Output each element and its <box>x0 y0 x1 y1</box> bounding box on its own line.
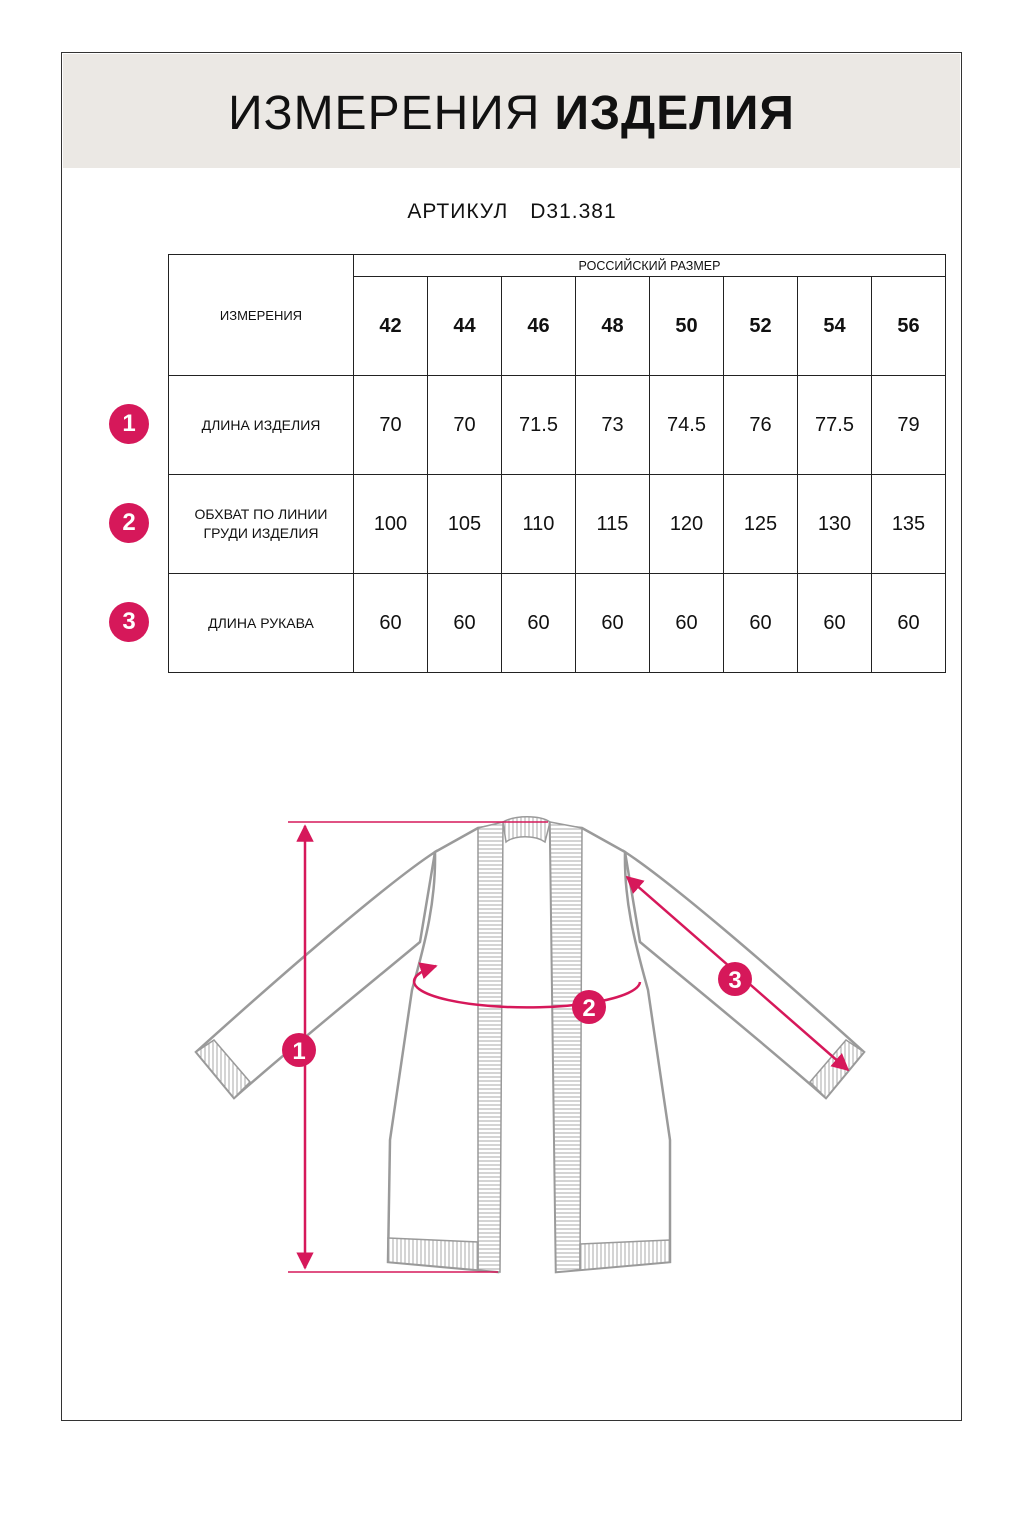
table-cell: 60 <box>576 574 650 673</box>
table-cell: 120 <box>650 475 724 574</box>
marker-3-label: 3 <box>728 967 742 994</box>
size-cell: 46 <box>502 277 576 376</box>
table-row <box>169 475 946 574</box>
table-header-row <box>169 255 946 277</box>
size-table <box>168 254 946 673</box>
size-cell: 42 <box>354 277 428 376</box>
row-label: ОБХВАТ ПО ЛИНИИ ГРУДИ ИЗДЕЛИЯ <box>169 475 354 574</box>
table-cell: 60 <box>872 574 946 673</box>
table-row <box>169 574 946 673</box>
size-cell: 52 <box>724 277 798 376</box>
table-cell: 71.5 <box>502 376 576 475</box>
russian-size-header: РОССИЙСКИЙ РАЗМЕР <box>354 255 946 277</box>
article-line <box>0 200 1024 224</box>
table-cell: 125 <box>724 475 798 574</box>
table-cell: 135 <box>872 475 946 574</box>
table-cell: 79 <box>872 376 946 475</box>
diagram-marker-1 <box>282 1033 316 1067</box>
marker-2-label: 2 <box>582 995 596 1022</box>
table-cell: 60 <box>502 574 576 673</box>
row-3-number-badge: 3 <box>109 602 149 642</box>
table-cell: 105 <box>428 475 502 574</box>
table-cell: 100 <box>354 475 428 574</box>
row-label: ДЛИНА ИЗДЕЛИЯ <box>169 376 354 475</box>
size-cell: 48 <box>576 277 650 376</box>
table-cell: 60 <box>650 574 724 673</box>
table-cell: 70 <box>428 376 502 475</box>
diagram-marker-2 <box>572 990 606 1024</box>
marker-1-label: 1 <box>292 1038 306 1065</box>
size-cell: 44 <box>428 277 502 376</box>
table-cell: 74.5 <box>650 376 724 475</box>
table-cell: 130 <box>798 475 872 574</box>
diagram-marker-3 <box>718 962 752 996</box>
table-cell: 77.5 <box>798 376 872 475</box>
table-cell: 60 <box>798 574 872 673</box>
table-cell: 76 <box>724 376 798 475</box>
size-cell: 56 <box>872 277 946 376</box>
page-title <box>63 86 960 142</box>
row-label: ДЛИНА РУКАВА <box>169 574 354 673</box>
table-cell: 115 <box>576 475 650 574</box>
table-cell: 70 <box>354 376 428 475</box>
table-row <box>169 376 946 475</box>
cardigan-sketch <box>0 780 1024 1310</box>
table-cell: 110 <box>502 475 576 574</box>
article-label: АРТИКУЛ <box>407 200 509 223</box>
table-cell: 60 <box>354 574 428 673</box>
row-1-number-badge: 1 <box>109 404 149 444</box>
title-bold: ИЗДЕЛИЯ <box>554 87 795 140</box>
table-cell: 60 <box>428 574 502 673</box>
article-code: D31.381 <box>530 200 617 223</box>
title-light: ИЗМЕРЕНИЯ <box>228 87 541 140</box>
size-cell: 54 <box>798 277 872 376</box>
size-cell: 50 <box>650 277 724 376</box>
measurements-header: ИЗМЕРЕНИЯ <box>169 255 354 376</box>
row-2-number-badge: 2 <box>109 503 149 543</box>
table-cell: 60 <box>724 574 798 673</box>
table-cell: 73 <box>576 376 650 475</box>
